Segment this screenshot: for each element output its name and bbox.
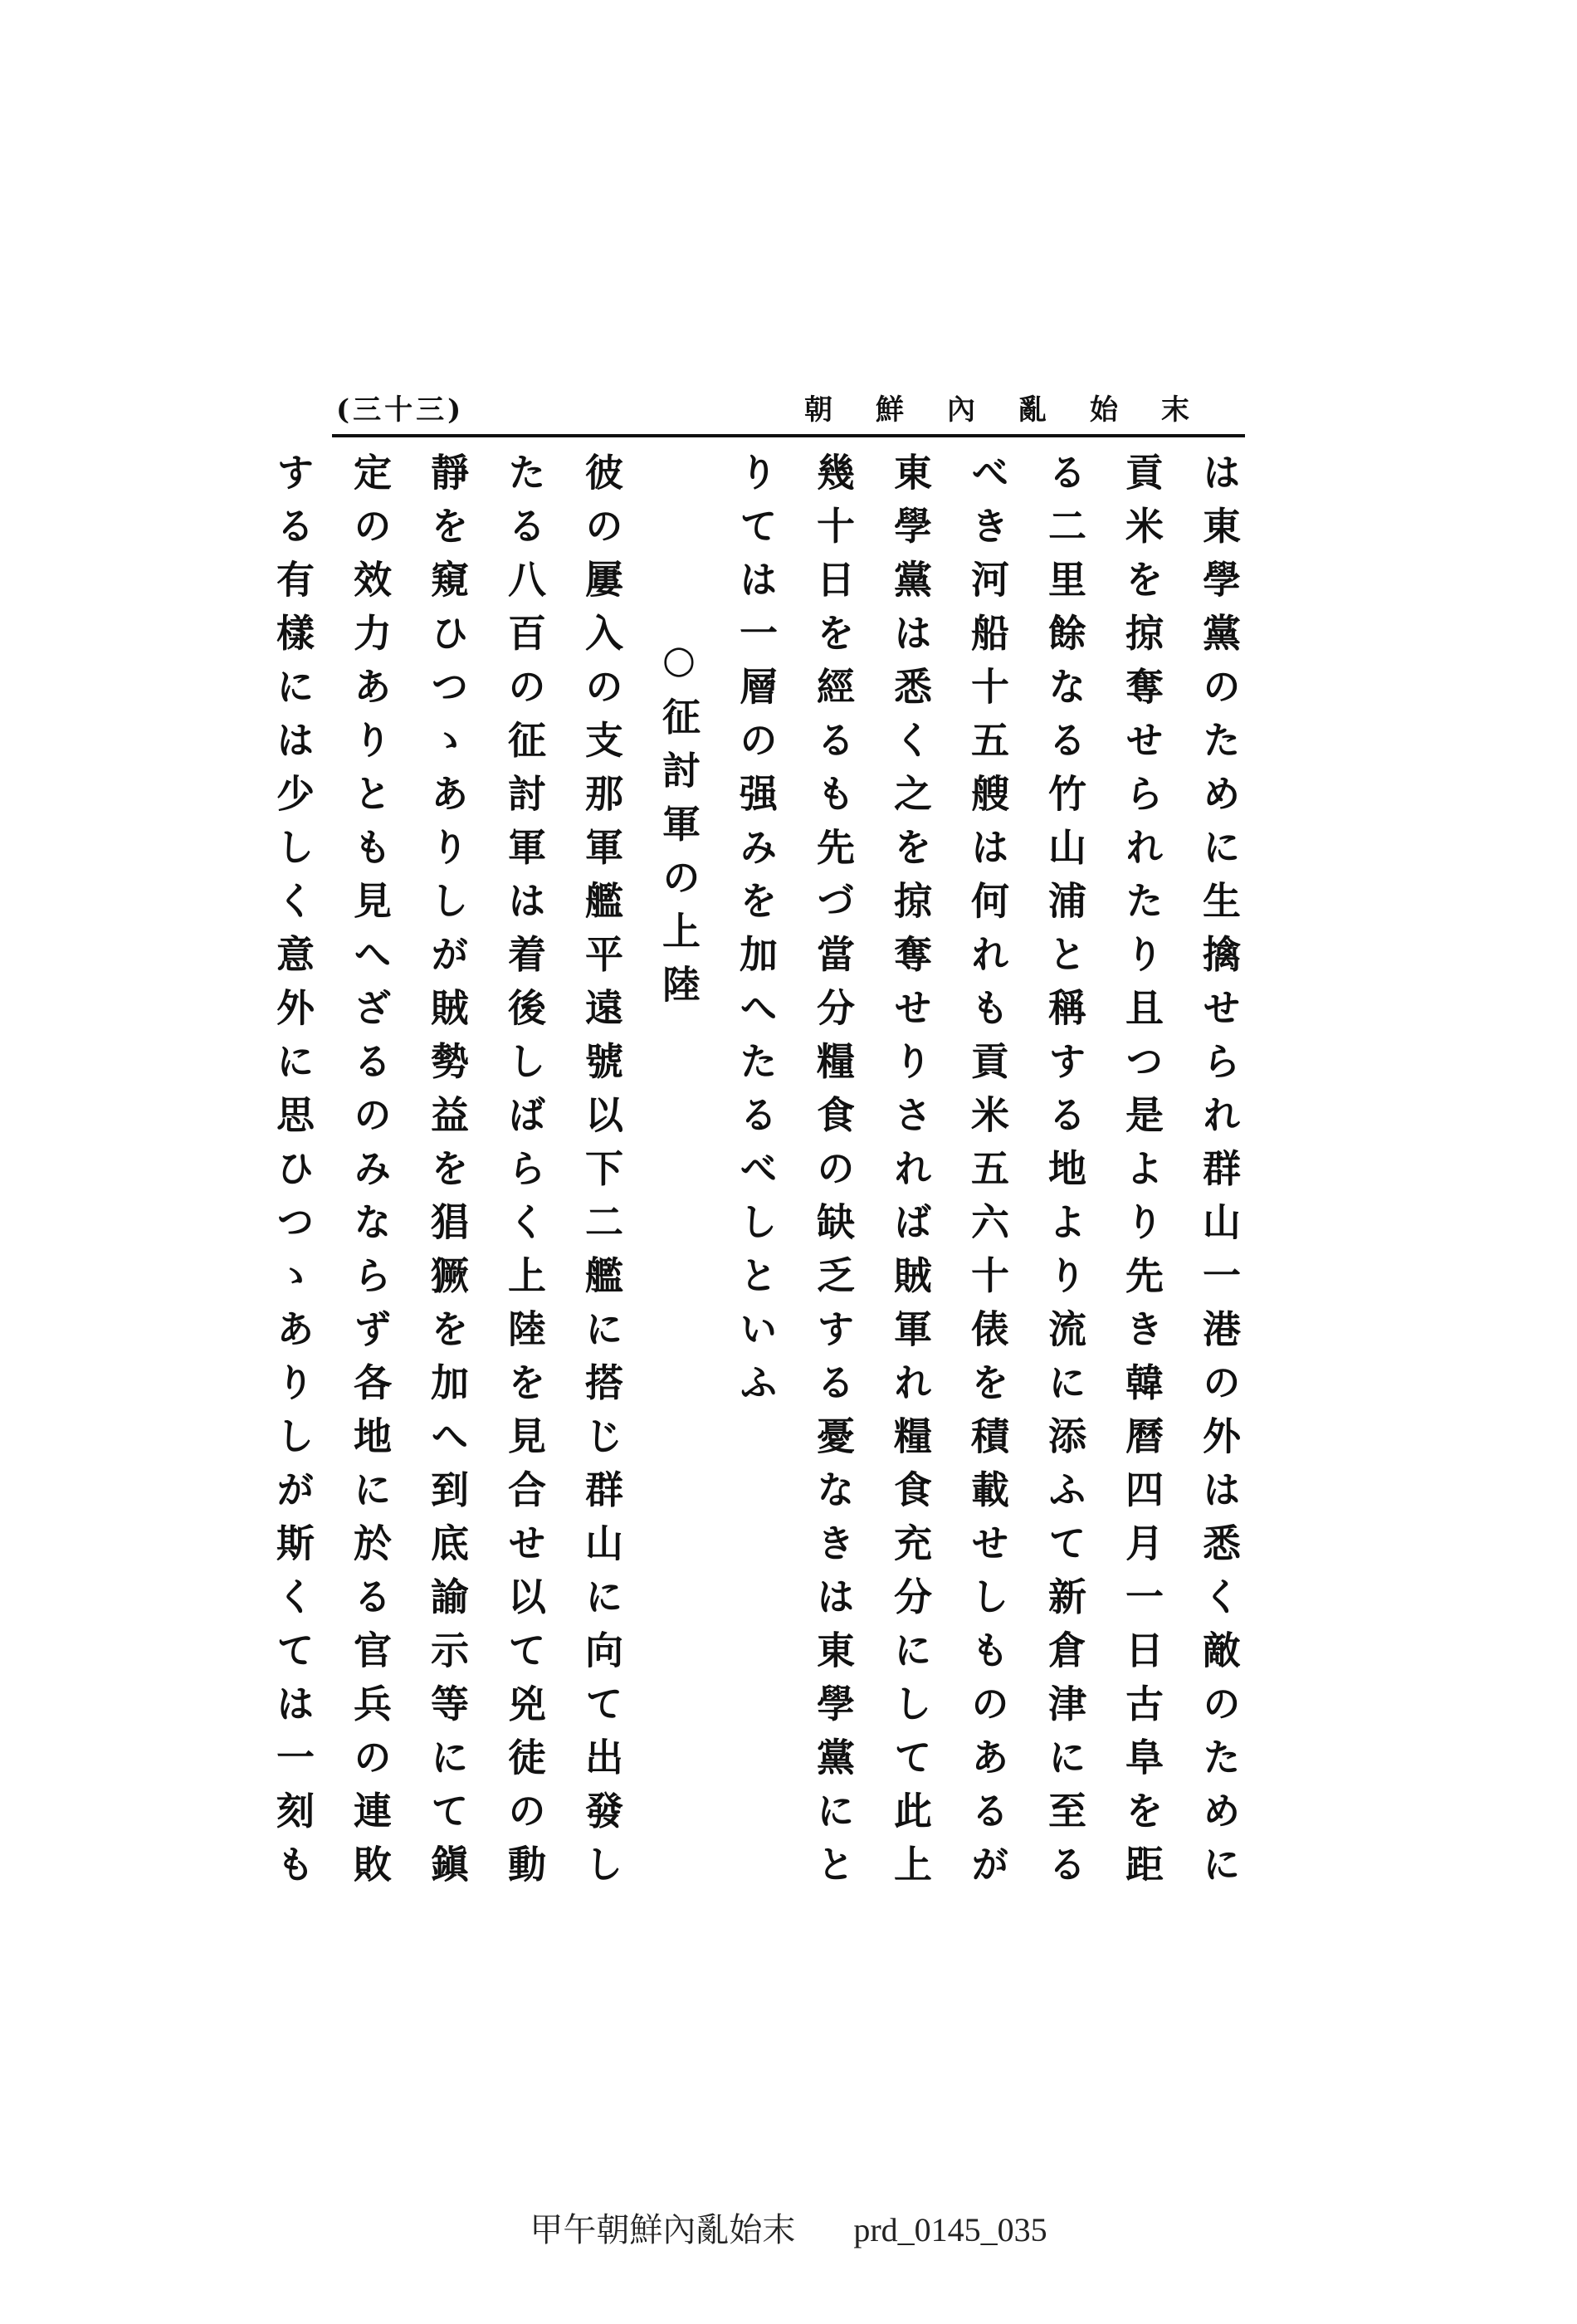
page-number: (三十三)	[336, 393, 465, 427]
header-rule	[332, 434, 1245, 437]
text-column: 定の效力ありとも見へざるのみならず各地に於る官兵の連敗	[348, 452, 393, 1898]
text-column: べき河船十五艘は何れも貢米五六十俵を積載せしものあるが	[965, 452, 1010, 1898]
text-column: りては一層の强みを加へたるべしといふ	[734, 452, 779, 1416]
page-footer	[0, 2204, 1577, 2251]
text-column: 彼の屢入の支那軍艦平遠號以下二艦に搭じ群山に向て出發し	[579, 452, 624, 1898]
text-column: 東學黨は悉く之を掠奪せりされば賊軍れ糧食充分にして此上	[888, 452, 933, 1898]
running-title: 朝鮮內亂始末	[804, 393, 1233, 427]
text-column: たる八百の征討軍は着後しばらく上陸を見合せ以て兇徒の動	[502, 452, 547, 1898]
section-heading: ○征討軍の上陸	[657, 637, 701, 1018]
text-column: 貢米を掠奪せられたり且つ是より先き韓曆四月一日古阜を距	[1120, 452, 1164, 1898]
text-column: る二里餘なる竹山浦と稱する地より流に添ふて新倉津に至る	[1042, 452, 1087, 1898]
text-column: 幾十日を經るも先づ當分糧食の缺乏する憂なきは東學黨にと	[811, 452, 856, 1898]
footer-title: 甲午朝鮮內亂始末	[530, 2211, 796, 2248]
vertical-text-body	[271, 452, 1257, 1971]
text-column: は東學黨のために生擒せられ群山一港の外は悉く敵のために	[1197, 452, 1242, 1898]
running-header	[336, 388, 1241, 432]
text-column: 靜を窺ひつゝありしが賊勢益を猖獗を加へ到底諭示等にて鎭	[425, 452, 470, 1898]
footer-code: prd_0145_035	[853, 2211, 1047, 2248]
text-column: する有樣には少しく意外に思ひつゝありしが斯くては一刻も	[271, 452, 315, 1898]
